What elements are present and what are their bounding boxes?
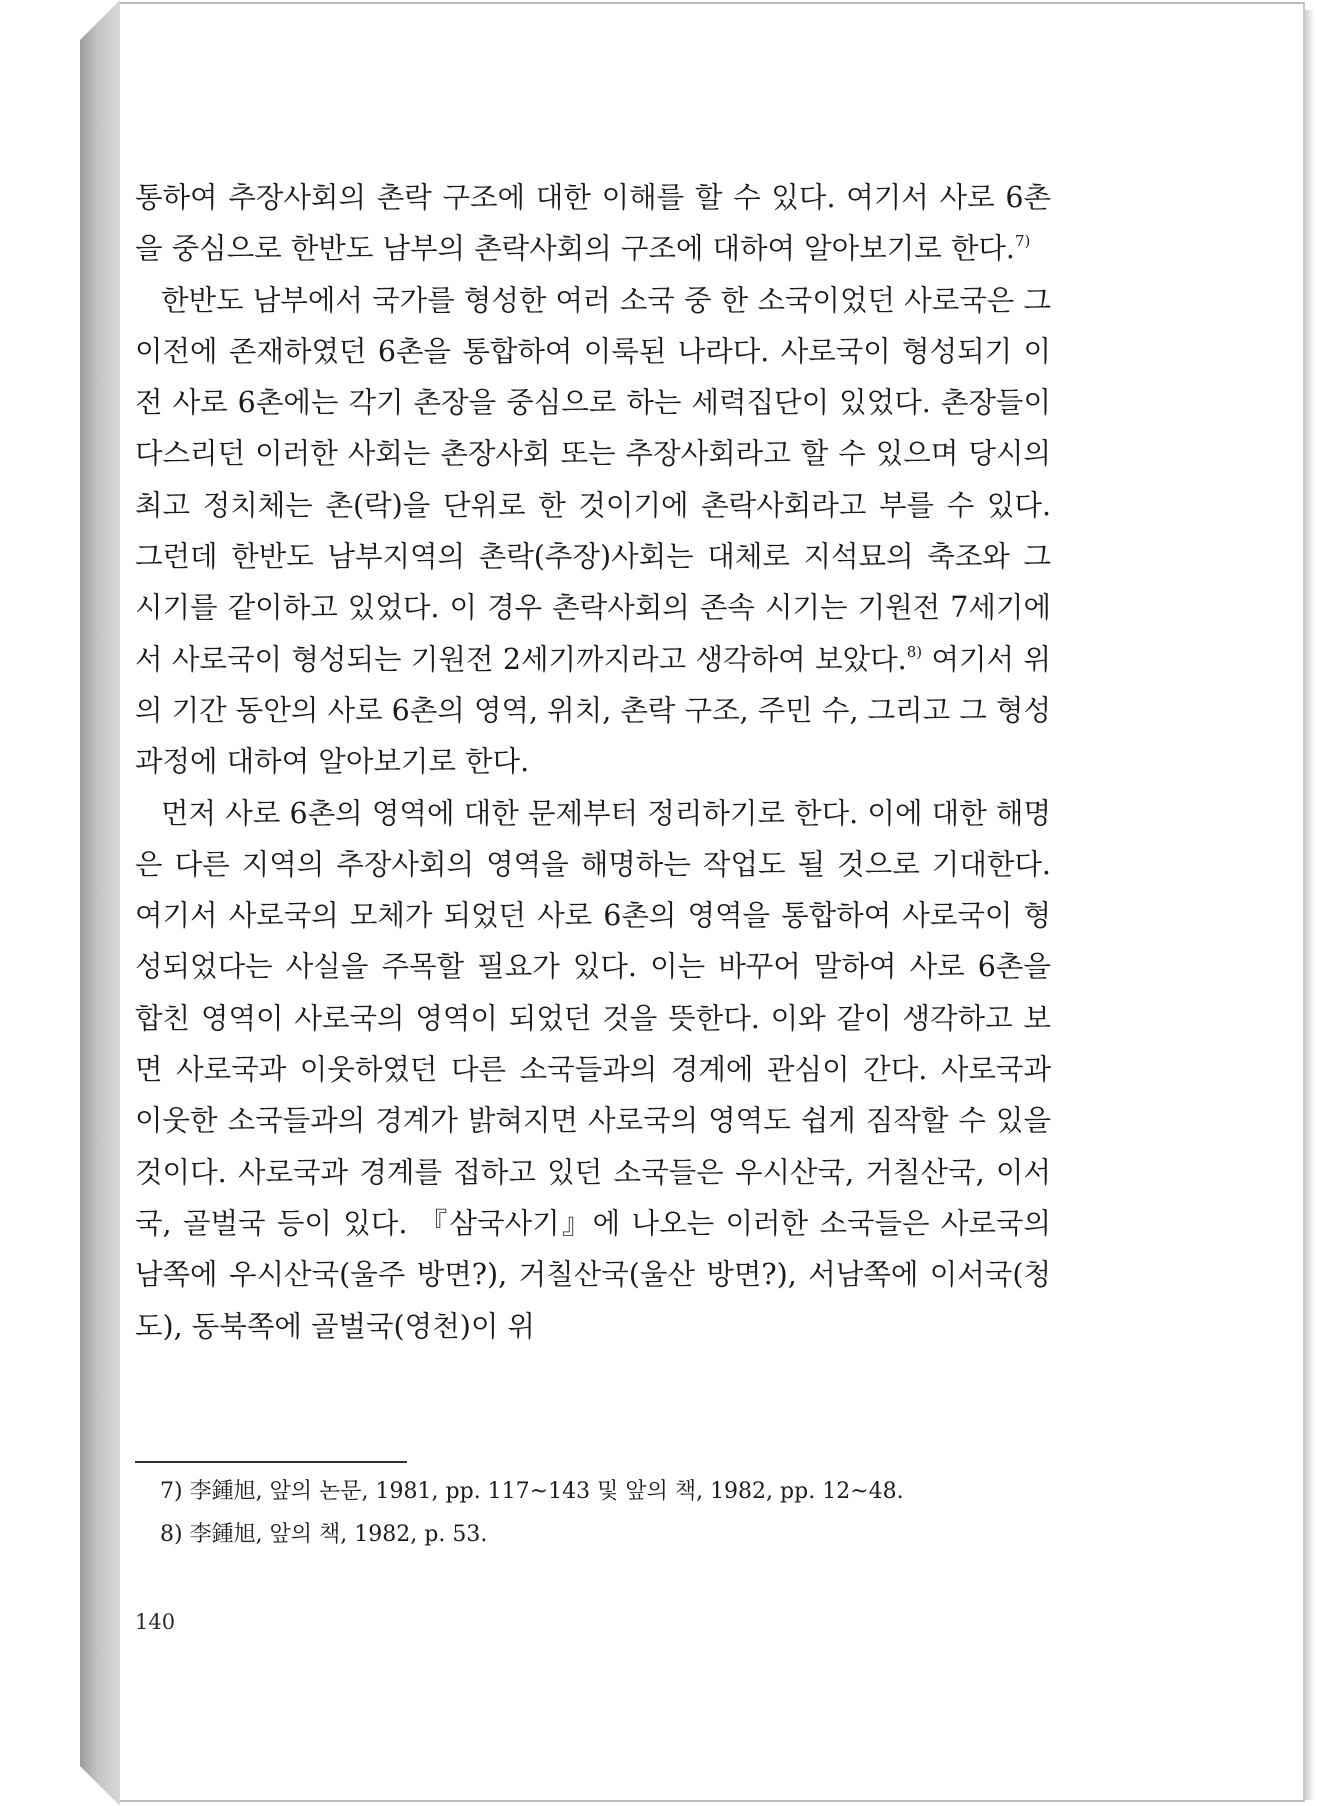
paragraph-2-after: 여기서 위의 기간 동안의 사로 6촌의 영역, 위치, 촌락 구조, 주민 수, 그리고 그 형성 과정에 대하여 알아보기로 한다. xyxy=(135,642,1051,779)
page-edge-shadow xyxy=(1305,10,1315,1800)
paragraph-2 xyxy=(135,275,1051,788)
paragraph-1 xyxy=(135,172,1051,275)
paragraph-2-text: 한반도 남부에서 국가를 형성한 여러 소국 중 한 소국이었던 사로국은 그 이전에 존재하였던 6촌을 통합하여 이룩된 나라다. 사로국이 형성되기 이전 사로 6촌에는 각기 촌장을 중심으로 하는 세력집단이 있었다. 촌장들이 다스리던 이러한 사회는 촌장사회 또는 추장사회라고 할 수 있으며 당시의 최고 정치체는 촌(락)을 단위로 한 것이기에 촌락사회라고 부를 수 있다. 그런데 한반도 남부지역의 촌락(추장)사회는 대체로 지석묘의 축조와 그 시기를 같이하고 있었다. 이 경우 촌락사회의 존속 시기는 기원전 7세기에서 사로국이 형성되는 기원전 2세기까지라고 생각하여 보았다. xyxy=(135,283,1051,676)
footnote-ref-7: 7) xyxy=(1014,232,1031,251)
paragraph-3 xyxy=(135,788,1051,1352)
footnote-8: 8) 李鍾旭, 앞의 책, 1982, p. 53. xyxy=(160,1522,488,1547)
body-text xyxy=(135,172,1051,1352)
paragraph-1-text: 통하여 추장사회의 촌락 구조에 대한 이해를 할 수 있다. 여기서 사로 6촌을 중심으로 한반도 남부의 촌락사회의 구조에 대하여 알아보기로 한다. xyxy=(135,181,1051,266)
footnote-ref-8: 8) xyxy=(906,642,923,661)
footnote-separator xyxy=(135,1461,407,1463)
footnote-7: 7) 李鍾旭, 앞의 논문, 1981, pp. 117~143 및 앞의 책, 1982, pp. 12~48. xyxy=(160,1479,904,1504)
paragraph-3-text: 먼저 사로 6촌의 영역에 대한 문제부터 정리하기로 한다. 이에 대한 해명은 다른 지역의 추장사회의 영역을 해명하는 작업도 될 것으로 기대한다. 여기서 사로국의 모체가 되었던 사로 6촌의 영역을 통합하여 사로국이 형성되었다는 사실을 주목할 필요가 있다. 이는 바꾸어 말하여 사로 6촌을 합친 영역이 사로국의 영역이 되었던 것을 뜻한다. 이와 같이 생각하고 보면 사로국과 이웃하였던 다른 소국들과의 경계에 관심이 간다. 사로국과 이웃한 소국들과의 경계가 밝혀지면 사로국의 영역도 쉽게 짐작할 수 있을 것이다. 사로국과 경계를 접하고 있던 소국들은 우시산국, 거칠산국, 이서국, 골벌국 등이 있다. 『삼국사기』에 나오는 이러한 소국들은 사로국의 남쪽에 우시산국(울주 방면?), 거칠산국(울산 방면?), 서남쪽에 이서국(청도), 동북쪽에 골벌국(영천)이 위 xyxy=(135,796,1051,1343)
footnotes xyxy=(160,1470,1040,1556)
page-number: 140 xyxy=(135,1610,176,1634)
book-spine xyxy=(80,0,120,1806)
